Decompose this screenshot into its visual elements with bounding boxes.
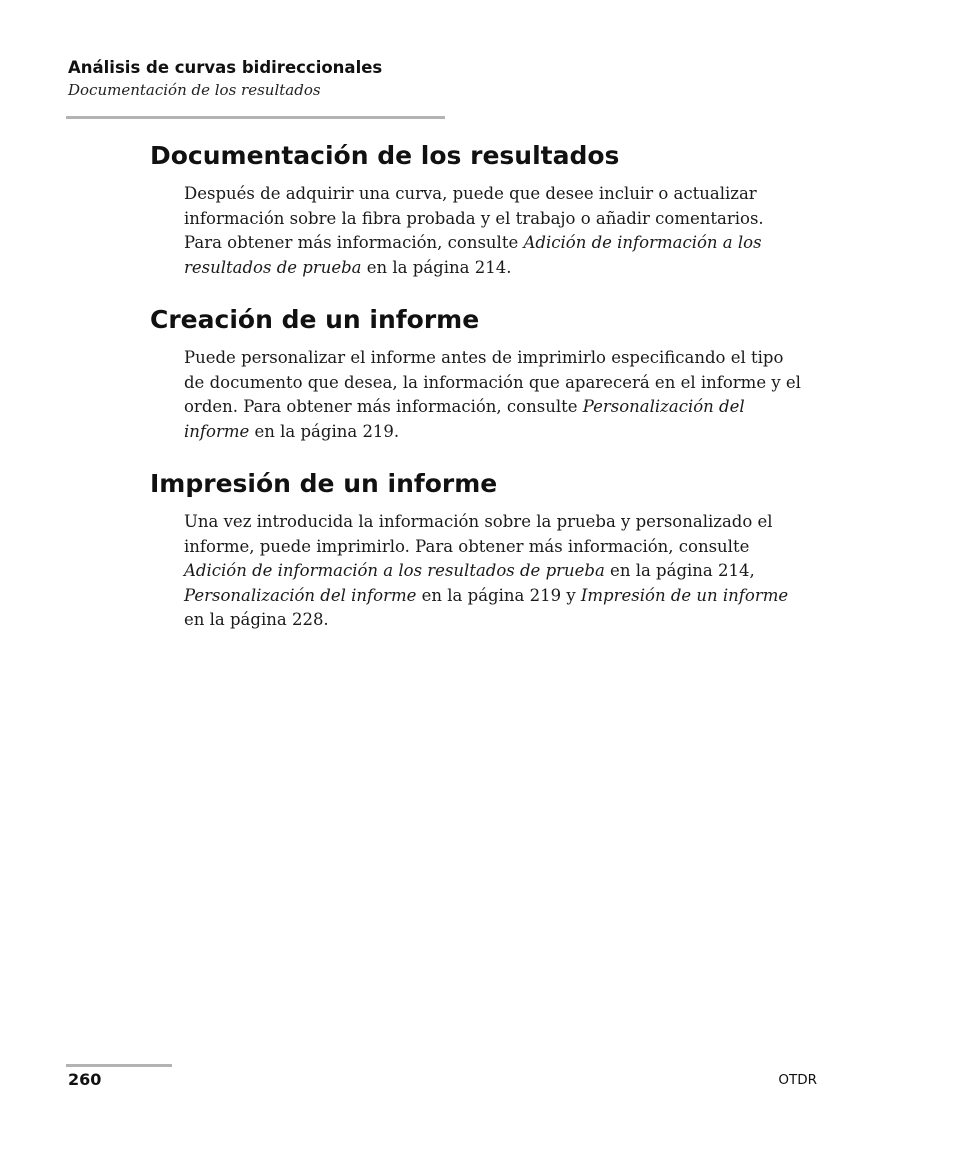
cross-reference: Personalización del informe bbox=[184, 397, 745, 441]
section-print-report bbox=[150, 468, 810, 633]
section-heading: Documentación de los resultados bbox=[150, 141, 620, 170]
product-name: OTDR bbox=[778, 1072, 817, 1088]
section-heading: Creación de un informe bbox=[150, 305, 480, 334]
text-run: en la página 228. bbox=[184, 610, 329, 629]
page-content bbox=[150, 140, 810, 657]
text-run: Una vez introducida la información sobre la prueba y personalizado el informe, puede imprimirlo. Para obtener más información, consulte bbox=[184, 512, 773, 556]
cross-reference: Adición de información a los resultados de prueba bbox=[184, 561, 605, 580]
section-paragraph bbox=[184, 182, 804, 280]
running-header bbox=[68, 57, 445, 101]
section-paragraph bbox=[184, 346, 804, 444]
section-paragraph bbox=[184, 510, 804, 633]
cross-reference: Personalización del informe bbox=[184, 585, 417, 605]
text-run: Después de adquirir una curva, puede que desee incluir o actualizar información sobre la fibra probada y el trabajo o añadir comentarios. Para obtener más información, consulte bbox=[184, 184, 764, 252]
section-title: Documentación de los resultados bbox=[68, 81, 321, 99]
section-documentation bbox=[150, 140, 810, 280]
page-number: 260 bbox=[68, 1070, 102, 1089]
text-run: Puede personalizar el informe antes de imprimirlo especificando el tipo de documento que desea, la información que aparecerá en el informe y el orden. Para obtener más información, consulte bbox=[184, 348, 801, 416]
chapter-title: Análisis de curvas bidireccionales bbox=[68, 58, 383, 77]
text-run: en la página 219. bbox=[249, 421, 400, 441]
text-run: en la página 214, bbox=[604, 561, 755, 580]
cross-reference: Adición de información a los resultados de prueba bbox=[184, 233, 762, 277]
text-run: en la página 219 y bbox=[416, 585, 581, 605]
header-divider bbox=[66, 116, 445, 119]
footer-divider bbox=[66, 1064, 172, 1067]
cross-reference: Impresión de un informe bbox=[580, 585, 789, 605]
section-heading: Impresión de un informe bbox=[150, 469, 498, 498]
section-create-report bbox=[150, 304, 810, 444]
text-run: en la página 214. bbox=[361, 257, 512, 277]
